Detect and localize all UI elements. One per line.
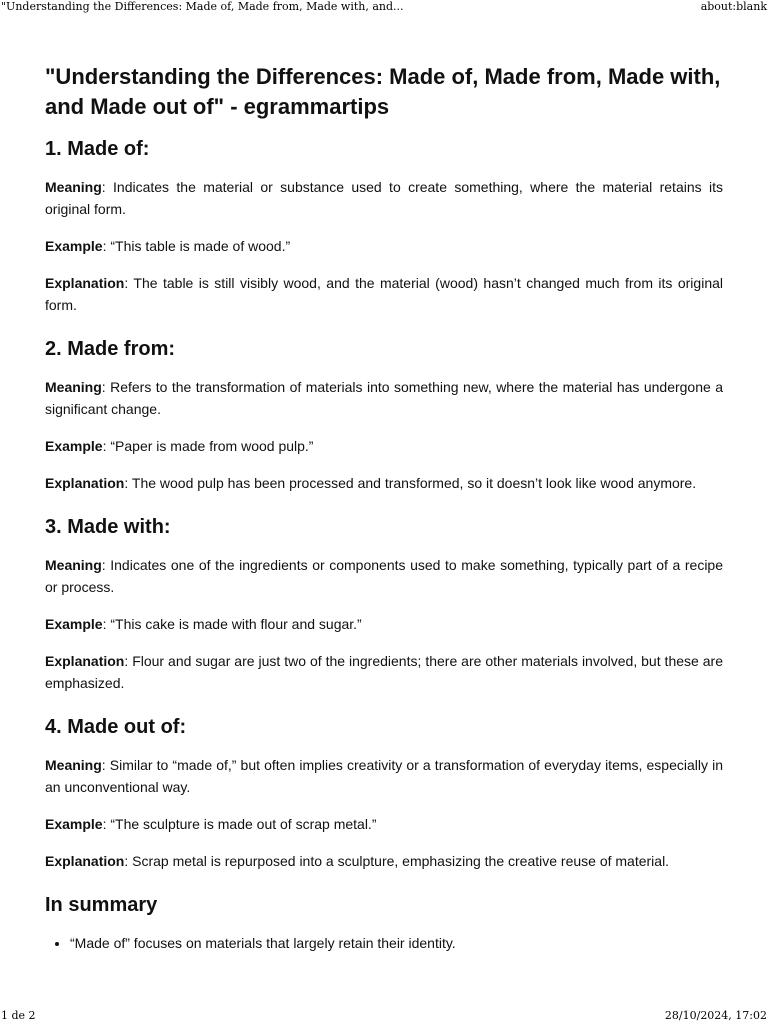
explanation-paragraph (45, 272, 723, 316)
article-content (45, 62, 723, 954)
meaning-paragraph (45, 176, 723, 220)
explanation-label: Explanation (45, 853, 125, 869)
section-heading-made-out-of: 4. Made out of: (45, 716, 187, 738)
meaning-text: : Indicates the material or substance used to create something, where the material retains its original form. (45, 179, 723, 217)
meaning-label: Meaning (45, 379, 102, 395)
example-paragraph (45, 235, 723, 257)
example-paragraph (45, 813, 723, 835)
summary-list (45, 932, 723, 954)
explanation-paragraph (45, 850, 723, 872)
section-heading-made-from: 2. Made from: (45, 338, 176, 360)
meaning-text: : Indicates one of the ingredients or components used to make something, typically part of a recipe or process. (45, 557, 723, 595)
example-text: : “The sculpture is made out of scrap metal.” (102, 816, 377, 832)
summary-heading: In summary (45, 894, 158, 916)
section-heading-made-with: 3. Made with: (45, 516, 171, 538)
example-label: Example (45, 238, 103, 254)
meaning-text: : Refers to the transformation of materials into something new, where the material has undergone a significant change. (45, 379, 723, 417)
meaning-paragraph (45, 376, 723, 420)
page-url: about:blank (700, 0, 767, 13)
example-paragraph (45, 435, 723, 457)
page-title: "Understanding the Differences: Made of, Made from, Made with, and... (1, 0, 404, 13)
explanation-text: : Scrap metal is repurposed into a sculpture, emphasizing the creative reuse of material. (124, 853, 670, 869)
explanation-text: : The table is still visibly wood, and the material (wood) hasn’t changed much from its original form. (45, 275, 723, 313)
print-header (0, 0, 768, 14)
page-counter: 1 de 2 (1, 1009, 36, 1022)
explanation-label: Explanation (45, 653, 125, 669)
print-footer (0, 1009, 768, 1023)
example-label: Example (45, 816, 103, 832)
example-label: Example (45, 616, 103, 632)
section-heading-made-of: 1. Made of: (45, 138, 150, 160)
explanation-label: Explanation (45, 475, 125, 491)
meaning-text: : Similar to “made of,” but often implies creativity or a transformation of everyday items, especially in an unconventional way. (45, 757, 723, 795)
example-text: : “This table is made of wood.” (102, 238, 291, 254)
meaning-label: Meaning (45, 757, 102, 773)
example-label: Example (45, 438, 103, 454)
explanation-paragraph (45, 650, 723, 694)
meaning-paragraph (45, 754, 723, 798)
example-text: : “This cake is made with flour and sugar.” (102, 616, 362, 632)
meaning-paragraph (45, 554, 723, 598)
print-datetime: 28/10/2024, 17:02 (664, 1009, 767, 1022)
summary-item: • “Made of” focuses on materials that largely retain their identity. (70, 932, 723, 954)
meaning-label: Meaning (45, 179, 102, 195)
meaning-label: Meaning (45, 557, 102, 573)
explanation-paragraph (45, 472, 723, 494)
explanation-text: : The wood pulp has been processed and transformed, so it doesn’t look like wood anymore. (124, 475, 697, 491)
explanation-label: Explanation (45, 275, 125, 291)
article-title: "Understanding the Differences: Made of, Made from, Made with, and Made out of" - egrammartips (45, 64, 721, 119)
example-text: : “Paper is made from wood pulp.” (102, 438, 314, 454)
explanation-text: : Flour and sugar are just two of the ingredients; there are other materials involved, but these are emphasized. (45, 653, 723, 691)
example-paragraph (45, 613, 723, 635)
